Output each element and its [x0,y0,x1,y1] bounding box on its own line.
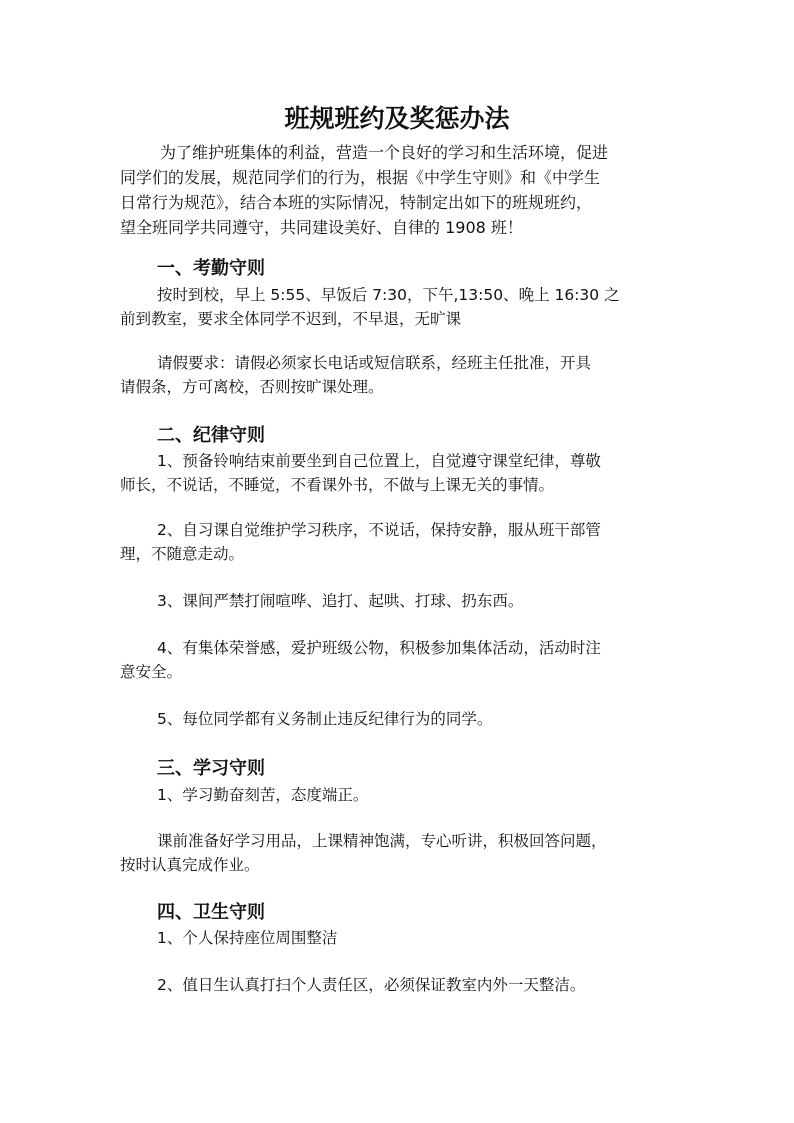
discipline-paragraph-4 [120,636,685,684]
paragraph-line: 2、自习课自觉维护学习秩序，不说话，保持安静，服从班干部管 [157,521,601,539]
intro-line: 日常行为规范》，结合本班的实际情况，特制定出如下的班规班约， [120,193,593,212]
paragraph-line: 请假条，方可离校，否则按旷课处理。 [120,378,384,396]
intro-line: 同学们的发展，规范同学们的行为，根据《中学生守则》和《中学生 [120,168,601,187]
study-paragraph-2 [120,829,685,877]
paragraph-line: 前到教室，要求全体同学不迟到，不早退，无旷课 [120,310,462,328]
paragraph-line: 1、学习勤奋刻苦，态度端正。 [157,786,369,804]
section-heading-study: 三、学习守则 [157,758,265,779]
paragraph-line: 5、每位同学都有义务制止违反纪律行为的同学。 [157,710,493,728]
paragraph-line: 意安全。 [120,663,183,681]
paragraph-line: 按时到校，早上 5:55、早饭后 7:30，下午,13:50、晚上 16:30 之 [157,286,620,304]
paragraph-line: 按时认真完成作业。 [120,856,260,874]
section-heading-attendance: 一、考勤守则 [157,258,265,279]
intro-paragraph [120,140,680,240]
paragraph-line: 理，不随意走动。 [120,545,245,563]
discipline-paragraph-5 [120,707,685,731]
paragraph-line: 3、课间严禁打闹喧哗、追打、起哄、打球、扔东西。 [157,592,524,610]
intro-line: 为了维护班集体的利益，营造一个良好的学习和生活环境，促进 [160,143,609,162]
hygiene-paragraph-2 [120,973,685,997]
paragraph-line: 请假要求：请假必须家长电话或短信联系，经班主任批准，开具 [157,354,592,372]
paragraph-line: 2、值日生认真打扫个人责任区，必须保证教室内外一天整洁。 [157,976,586,994]
discipline-paragraph-3 [120,589,685,613]
discipline-paragraph-2 [120,518,685,566]
intro-line: 望全班同学共同遵守，共同建设美好、自律的 1908 班！ [120,218,523,237]
paragraph-line: 4、有集体荣誉感，爱护班级公物，积极参加集体活动，活动时注 [157,639,601,657]
section-heading-hygiene: 四、卫生守则 [157,902,265,923]
section-heading-discipline: 二、纪律守则 [157,425,265,446]
paragraph-line: 师长，不说话，不睡觉，不看课外书，不做与上课无关的事情。 [120,476,555,494]
paragraph-line: 1、个人保持座位周围整洁 [157,929,338,947]
discipline-paragraph-1 [120,449,685,497]
attendance-paragraph-2 [120,351,685,399]
hygiene-paragraph-1 [120,926,685,950]
paragraph-line: 课前准备好学习用品，上课精神饱满，专心听讲，积极回答问题， [157,832,607,850]
paragraph-line: 1、预备铃响结束前要坐到自己位置上，自觉遵守课堂纪律，尊敬 [157,452,601,470]
attendance-paragraph-1 [120,283,685,331]
page-title: 班规班约及奖惩办法 [284,104,510,133]
study-paragraph-1 [120,783,685,807]
